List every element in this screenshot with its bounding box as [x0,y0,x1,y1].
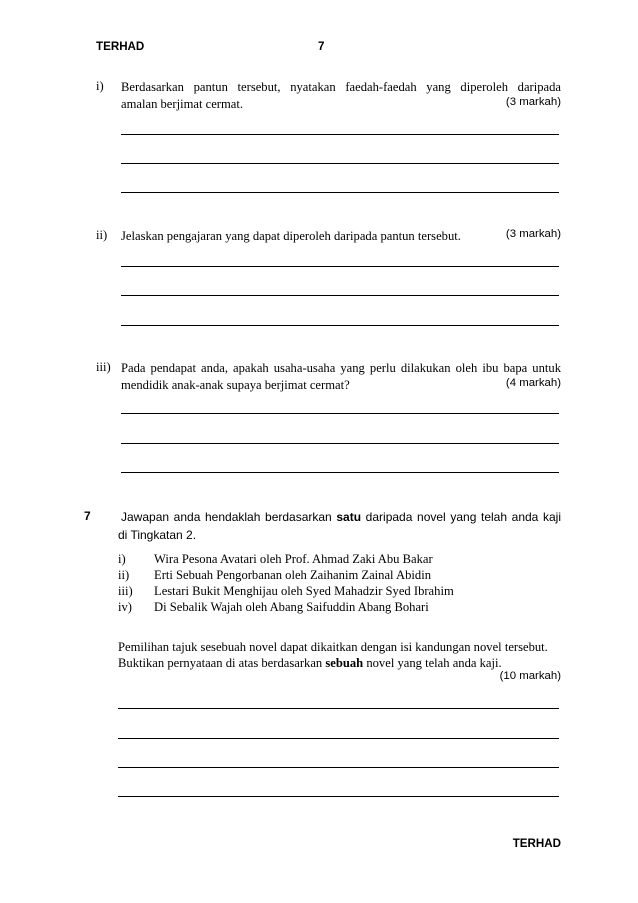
question-7-intro: Jawapan anda hendaklah berdasarkan satu daripada novel yang telah anda kaji [121,510,561,524]
part-iii-line1: Pada pendapat anda, apakah usaha-usaha yang perlu dilakukan oleh ibu bapa untuk [121,361,561,375]
answer-line [118,767,559,768]
novel-title: Erti Sebuah Pengorbanan oleh Zaihanim Zainal Abidin [154,568,431,582]
page-number: 7 [318,40,325,53]
question-7-intro-line2: di Tingkatan 2. [118,528,197,542]
part-ii-marks: (3 markah) [505,228,561,240]
header-label: TERHAD [96,40,145,53]
novel-number: i) [118,552,126,566]
novel-title: Wira Pesona Avatari oleh Prof. Ahmad Zaki Abu Bakar [154,552,433,566]
task-line1: Pemilihan tajuk sesebuah novel dapat dikaitkan dengan isi kandungan novel tersebut. [118,640,548,654]
answer-line [118,738,559,739]
part-ii-number: ii) [96,228,108,242]
part-iii-line2: mendidik anak-anak supaya berjimat cermat? [121,378,350,392]
novel-number: iii) [118,584,133,598]
question-7-marks: (10 markah) [499,670,561,682]
novel-number: iv) [118,600,132,614]
answer-line [121,192,559,193]
task-line2: Buktikan pernyataan di atas berdasarkan sebuah novel yang telah anda kaji. [118,656,502,670]
part-ii-line1: Jelaskan pengajaran yang dapat diperoleh daripada pantun tersebut. [121,229,461,243]
answer-line [121,134,559,135]
question-7-number: 7 [84,509,91,523]
answer-line [118,796,559,797]
part-iii-number: iii) [96,360,111,374]
part-i-line2: amalan berjimat cermat. [121,97,244,111]
answer-line [121,443,559,444]
novel-title: Di Sebalik Wajah oleh Abang Saifuddin Abang Bohari [154,600,429,614]
part-i-line1: Berdasarkan pantun tersebut, nyatakan faedah-faedah yang diperoleh daripada [121,80,561,94]
answer-line [121,325,559,326]
answer-line [121,295,559,296]
footer-label: TERHAD [512,837,561,850]
answer-line [118,708,559,709]
part-i-number: i) [96,79,104,93]
part-iii-marks: (4 markah) [505,377,561,389]
novel-title: Lestari Bukit Menghijau oleh Syed Mahadzir Syed Ibrahim [154,584,454,598]
answer-line [121,163,559,164]
answer-line [121,413,559,414]
answer-line [121,266,559,267]
answer-line [121,472,559,473]
novel-number: ii) [118,568,130,582]
part-i-marks: (3 markah) [505,96,561,108]
